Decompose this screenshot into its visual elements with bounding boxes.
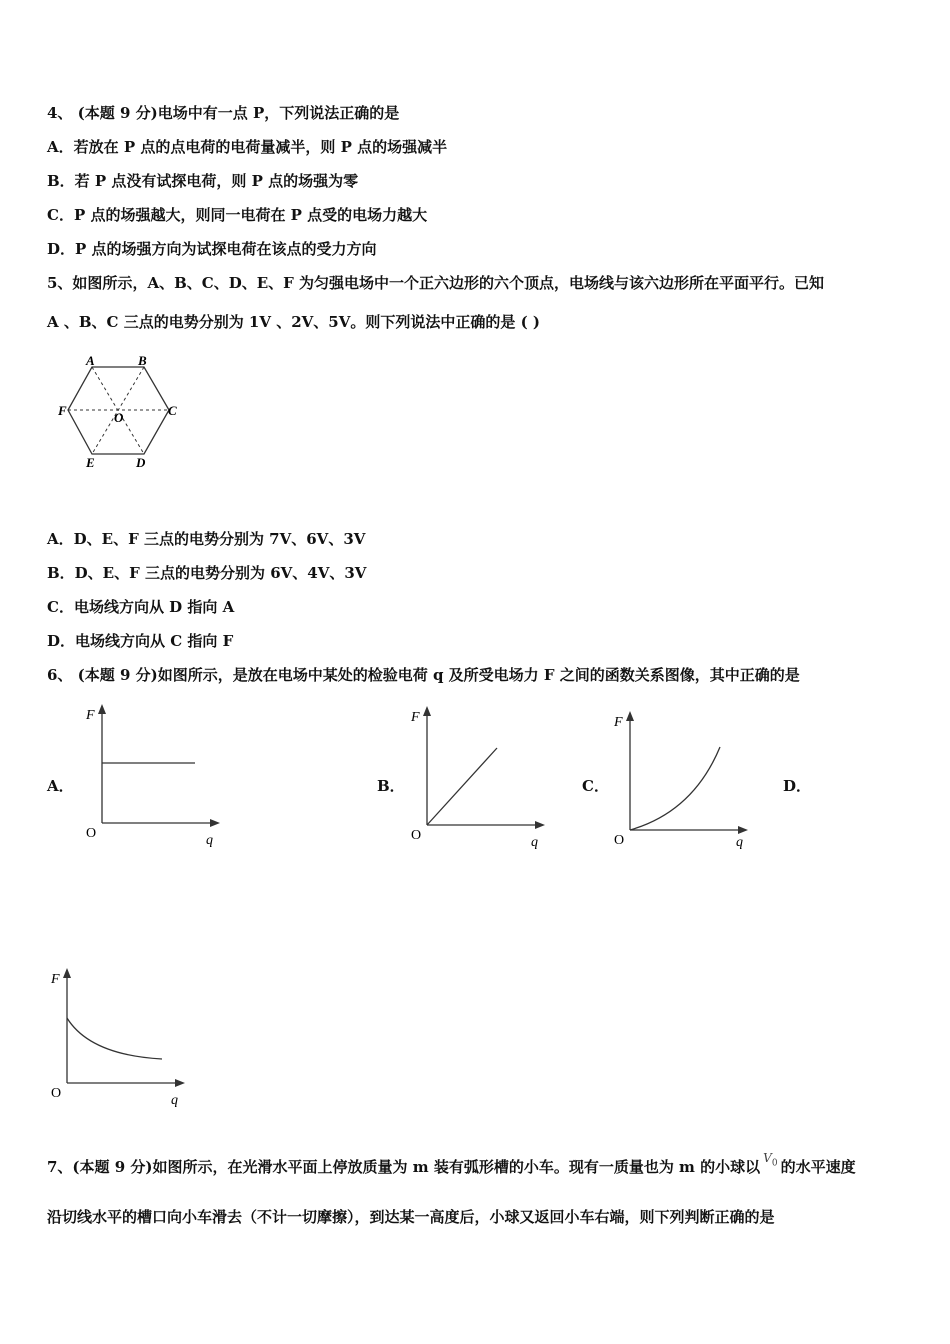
q4-option-b: B．若 P 点没有试探电荷，则 P 点的场强为零 — [47, 172, 359, 190]
vertex-b-label: B — [138, 353, 147, 368]
graph-b — [405, 702, 555, 852]
graph-d-y-label: F — [51, 972, 60, 987]
q6-label-c: C． — [582, 777, 609, 795]
q4-stem: 4、 (本题 9 分)电场中有一点 P，下列说法正确的是 — [47, 104, 400, 122]
graph-a-y-label: F — [86, 708, 95, 723]
v0-symbol — [763, 1151, 778, 1169]
q4-option-c: C．P 点的场强越大，则同一电荷在 P 点受的电场力越大 — [47, 206, 428, 224]
graph-a-x-label: q — [206, 833, 213, 848]
graph-b-x-label: q — [531, 835, 538, 850]
q7-stem-part1: 7、(本题 9 分)如图所示，在光滑水平面上停放质量为 m 装有弧形槽的小车。现有一质量也为 m 的小球以 — [47, 1158, 761, 1176]
q6-stem: 6、 (本题 9 分)如图所示，是放在电场中某处的检验电荷 q 及所受电场力 F 之间的函数关系图像，其中正确的是 — [47, 666, 800, 684]
q5-stem-line2: A 、B、C 三点的电势分别为 1V 、2V、5V。则下列说法中正确的是 ( ) — [47, 313, 541, 331]
graph-c-x-label: q — [736, 835, 743, 850]
graph-a — [80, 700, 230, 850]
graph-d-x-label: q — [171, 1093, 178, 1108]
graph-c — [608, 707, 758, 857]
graph-d — [45, 960, 195, 1110]
vertex-e-label: E — [86, 455, 95, 470]
center-o-label: O — [114, 410, 124, 425]
graph-b-y-label: F — [411, 710, 420, 725]
q7-stem-line1 — [47, 1151, 856, 1183]
q5-option-d: D．电场线方向从 C 指向 F — [47, 632, 234, 650]
vertex-d-label: D — [136, 455, 146, 470]
hexagon-figure — [52, 350, 192, 475]
q5-stem-line1: 5、如图所示，A、B、C、D、E、F 为匀强电场中一个正六边形的六个顶点，电场线与该六边形所在平面平行。已知 — [47, 274, 825, 292]
q5-option-a: A．D、E、F 三点的电势分别为 7V、6V、3V — [47, 530, 366, 548]
vertex-f-label: F — [58, 403, 67, 418]
q6-label-a: A． — [47, 777, 74, 795]
vertex-c-label: C — [168, 403, 177, 418]
q6-label-d: D． — [783, 777, 812, 795]
q4-option-d: D．P 点的场强方向为试探电荷在该点的受力方向 — [47, 240, 377, 258]
graph-c-y-label: F — [614, 715, 623, 730]
q4-option-a: A．若放在 P 点的点电荷的电荷量减半，则 P 点的场强减半 — [47, 138, 448, 156]
q5-option-b: B．D、E、F 三点的电势分别为 6V、4V、3V — [47, 564, 367, 582]
graph-d-origin: O — [51, 1086, 62, 1101]
q5-option-c: C．电场线方向从 D 指向 A — [47, 598, 235, 616]
v0-letter: V — [763, 1151, 772, 1165]
vertex-a-label: A — [86, 353, 95, 368]
q7-stem-part2: 的水平速度 — [780, 1158, 856, 1176]
q6-label-b: B． — [377, 777, 405, 795]
q7-stem-line2: 沿切线水平的槽口向小车滑去（不计一切摩擦），到达某一高度后，小球又返回小车右端，则下列判断正确的是 — [47, 1208, 775, 1226]
graph-c-origin: O — [614, 833, 625, 848]
graph-b-origin: O — [411, 828, 422, 843]
v0-subscript: 0 — [771, 1158, 778, 1169]
graph-a-origin: O — [86, 826, 97, 841]
